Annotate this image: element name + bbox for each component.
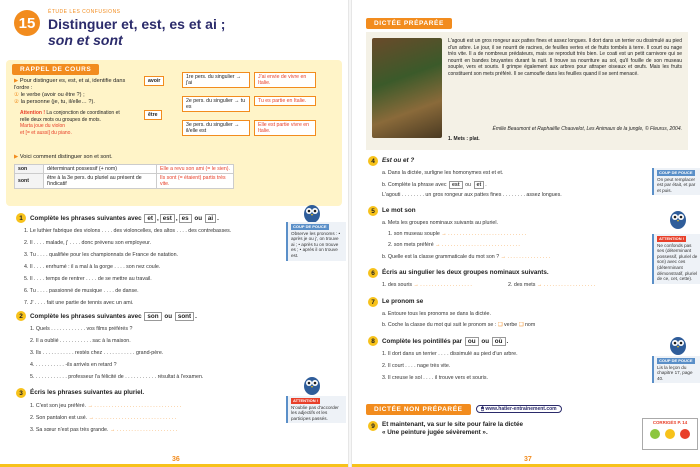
exercise-6-head: Écris au singulier les deux groupes nominaux suivants. xyxy=(382,269,549,276)
dictee-source: Émilie Beaumont et Raphaëlle Chauvelot, Les Animaux de la jungle, © Fleurus, 2004. xyxy=(492,126,682,132)
exercise-number: 5 xyxy=(368,206,378,216)
exercise-line[interactable]: 3. Il creuse le sol . . . . il trouve vers et souris. xyxy=(382,375,488,381)
dictee-box xyxy=(366,32,688,150)
page-number: 36 xyxy=(172,456,180,463)
exercise-line[interactable]: a. Entoure tous les pronoms se dans la dictée. xyxy=(382,311,491,317)
exercise-line[interactable]: 7. J' . . . . fait une partie de tennis avec un ami. xyxy=(24,300,134,306)
diagram-row-1: 1re pers. du singulier → j'ai xyxy=(182,72,250,88)
exercise-1-head: Complète les phrases suivantes avec et , est , es ou ai . xyxy=(30,215,219,222)
smiley-icons xyxy=(643,425,697,441)
exercise-number: 3 xyxy=(16,388,26,398)
exercise-line[interactable]: b. Complète la phrase avec est ou et . xyxy=(382,182,487,188)
verb-avoir: avoir xyxy=(144,76,164,86)
exercise-line[interactable]: 2. Il . . . . malade, j' . . . . donc prévenu son employeur. xyxy=(24,240,152,246)
verb-etre: être xyxy=(144,110,162,120)
exercise-line[interactable]: 1. son museau souple → . . . . . . . . . . . . . . . . . . . . . . . . . . . xyxy=(388,231,527,237)
exercise-7-head: Le pronom se xyxy=(382,298,424,305)
lesson-number: 15 xyxy=(14,10,40,36)
diagram-ex-2: Tu es partie en Italie. xyxy=(254,96,316,106)
exercise-line[interactable]: 3. Sa sœur n'est pas très grande. → . . . . . . . . . . . . . . . . . . . . . xyxy=(30,427,178,433)
rappel-bullet-2: ② la personne (je, tu, il/elle… ?). xyxy=(14,99,95,105)
exercise-line[interactable]: 6. Tu . . . . passionné de musique . . . . de danse. xyxy=(24,288,139,294)
exercise-line[interactable]: 5. Il . . . . temps de rentrer . . . . de se mettre au travail. xyxy=(24,276,152,282)
exercise-line[interactable]: a. Mets les groupes nominaux suivants au pluriel. xyxy=(382,220,499,226)
rappel-intro: ▶ Pour distinguer es, est, et ai, identifie dans l'ordre : ① le verbe (avoir ou être ?) ; ② la personne (je, tu, il/elle… ?). xyxy=(14,78,142,106)
exercise-line[interactable]: 1. Quels . . . . . . . . . . . . vos films préférés ? xyxy=(30,326,133,332)
exercise-number: 1 xyxy=(16,213,26,223)
exercise-line[interactable]: 4. Il . . . . enrhumé : il a mal à la gorge . . . . son nez coule. xyxy=(24,264,161,270)
exercise-line[interactable]: 3. Ils . . . . . . . . . . . restés chez . . . . . . . . . . . grand-père. xyxy=(30,350,164,356)
rappel-bullet-1: ① le verbe (avoir ou être ?) ; xyxy=(14,92,85,98)
exercise-line: b. Coche la classe du mot qui suit le pronom se : ❑ verbe ❑ nom xyxy=(382,322,536,328)
exercise-2-head: Complète les phrases suivantes avec son ou sont . xyxy=(30,313,197,320)
animal-photo xyxy=(372,38,442,138)
dictee-text: L'agouti est un gros rongeur aux pattes fines et assez longues. Il dort dans un terrier ou dissimulé au pied d'un arbre. Le jour, il se nourrit de racines, de feuilles vertes et de fruits tombés à terre. Il court ou nage très vite. Il a de nombreux prédateurs, mais se reproduit très bien. Le coati est un petit carnivore qui se nourrit en bandes bruyantes durant la nuit. Il trouve sa nourriture au sol, qu'il fouille de son museau souple, vers et souris. Il grimpe également aux arbres pour attraper oiseaux et œufs. Mais les fruits constituent son mets préféré. Il se camoufle dans les feuilles quand il se sent menacé. xyxy=(448,38,682,77)
exercise-number: 2 xyxy=(16,311,26,321)
exercise-line[interactable]: 5. . . . . . . . . . . . professeur l'a félicité de . . . . . . . . . . . résultat à l'examen. xyxy=(30,374,204,380)
page-title xyxy=(48,16,338,48)
owl-mascot-icon xyxy=(666,332,690,356)
tip-note: COUP DE POUCE Lis la leçon du chapitre 17, page 40. xyxy=(652,356,700,383)
exercise-9-head: Et maintenant, va sur le site pour faire la dictée « Une peinture jugée sévèrement ». xyxy=(382,421,524,436)
diagram-row-3: 3e pers. du singulier → il/elle est xyxy=(182,120,250,136)
exercise-line[interactable]: 1. Il dort dans un terrier . . . . dissimulé au pied d'un arbre. xyxy=(382,351,518,357)
exercise-number: 7 xyxy=(368,297,378,307)
exercise-line[interactable]: 1. des souris → . . . . . . . . . . . . . . . . . . xyxy=(382,282,472,288)
right-page xyxy=(352,0,700,467)
exercise-number: 9 xyxy=(368,421,378,431)
tip-note: COUP DE POUCE On peut remplacer est par était, et par et puis. xyxy=(652,168,700,195)
exercise-3-head: Écris les phrases suivantes au pluriel. xyxy=(30,389,145,396)
exercise-8-head: Complète les pointillés par ou ou où . xyxy=(382,338,509,345)
mouse-icon: 🖱 xyxy=(481,406,485,412)
exercise-number: 4 xyxy=(368,156,378,166)
attention-note: Attention ! La conjonction de coordination et relie deux mots ou groupes de mots. Marta joue du violon et [= et aussi] du piano. xyxy=(20,110,120,136)
owl-mascot-icon xyxy=(300,200,324,224)
diagram-ex-3: Elle est partie vivre en Italie. xyxy=(254,120,316,136)
title-line-2: son et sont xyxy=(48,32,123,48)
diagram-row-2: 2e pers. du singulier → tu es xyxy=(182,96,250,112)
exercise-line[interactable]: 4. . . . . . . . . . . -ils arrivés en retard ? xyxy=(30,362,117,368)
exercise-line[interactable]: L'agouti . . . . . . . . un gros rongeur aux pattes fines . . . . . . . . assez longues. xyxy=(382,192,562,198)
table-row: son déterminant possessif (+ nom) Elle a revu son ami (= le sien). xyxy=(15,165,234,174)
exercise-4-head: Est ou et ? xyxy=(382,157,415,164)
exercise-line[interactable]: 2. Il a oublié . . . . . . . . . . . sac à la maison. xyxy=(30,338,131,344)
exercise-line[interactable]: 2. Il court . . . . nage très vite. xyxy=(382,363,451,369)
dictee-banner: DICTÉE PRÉPARÉE xyxy=(366,18,452,29)
title-line-1: Distinguer et, est, es et ai ; xyxy=(48,16,226,32)
exercise-line[interactable]: 1. C'est son jeu préféré. → . . . . . . . . . . . . . . . . . . . . . . . . . . . . . . xyxy=(30,403,182,409)
owl-mascot-icon xyxy=(666,206,690,230)
attention-note: ATTENTION ! N'oublie pas d'accorder les adjectifs et les participes passés. xyxy=(286,396,346,423)
owl-mascot-icon xyxy=(300,372,324,396)
rappel-box xyxy=(6,60,342,206)
exercise-line[interactable]: b. Quelle est la classe grammaticale du mot son ? → . . . . . . . . . . . . . . . xyxy=(382,254,551,260)
arrow-icon: ▶ xyxy=(14,78,20,84)
exercise-line[interactable]: a. Dans la dictée, surligne les homonymes est et et. xyxy=(382,170,504,176)
exercise-line[interactable]: 3. Tu . . . . qualifiée pour les championnats de France de natation. xyxy=(24,252,178,258)
checkbox-nom[interactable]: ❑ xyxy=(518,322,524,328)
exercise-number: 6 xyxy=(368,268,378,278)
exercise-line[interactable]: 2. des mets → . . . . . . . . . . . . . . . . . . xyxy=(508,282,596,288)
exercise-number: 8 xyxy=(368,336,378,346)
exercise-5-head: Le mot son xyxy=(382,207,416,214)
exercise-line[interactable]: 2. son mets préféré → . . . . . . . . . . . . . . . . . . . . . . . . . . . xyxy=(388,242,520,248)
left-page xyxy=(0,0,348,467)
rappel-banner: RAPPEL DE COURS xyxy=(12,64,99,75)
tip-note: COUP DE POUCE Observe les pronoms : • après je ou j', on trouve ai ; • après tu on trouve es ; • après il on trouve est. xyxy=(286,222,346,261)
page-number: 37 xyxy=(524,456,532,463)
website-link[interactable]: 🖱 www.hatier-entrainement.com xyxy=(476,405,562,413)
checkbox-verbe[interactable]: ❑ xyxy=(497,322,503,328)
exercise-line[interactable]: 1. Le luthier fabrique des violons . . . . des violoncelles, des altos . . . . des contrebasses. xyxy=(24,228,232,234)
diagram-ex-1: J'ai envie de vivre en Italie. xyxy=(254,72,316,88)
exercise-line[interactable]: 2. Son pantalon est usé. → . . . . . . . . . . . . . . . . . . . . . . . . . . . . xyxy=(30,415,177,421)
attention-note: ATTENTION ! Ne confonds pas ses (déterminant possessif, pluriel de son) avec ces (déterminant démonstratif, pluriel de ce, cet, cette). xyxy=(652,234,700,284)
table-row: sont être à la 3e pers. du pluriel au présent de l'indicatif Ils sont (= étaient) partis très vite. xyxy=(15,174,234,189)
son-sont-table xyxy=(14,164,234,189)
kicker: ÉTUDE LES CONFUSIONS xyxy=(48,9,121,15)
voici-line: ▶ Voici comment distinguer son et sont. xyxy=(14,154,113,160)
dictee-footnote: 1. Mets : plat. xyxy=(448,136,480,142)
corriges-box: CORRIGÉS P. 14 xyxy=(642,418,698,450)
non-prep-banner: DICTÉE NON PRÉPARÉE xyxy=(366,404,471,415)
